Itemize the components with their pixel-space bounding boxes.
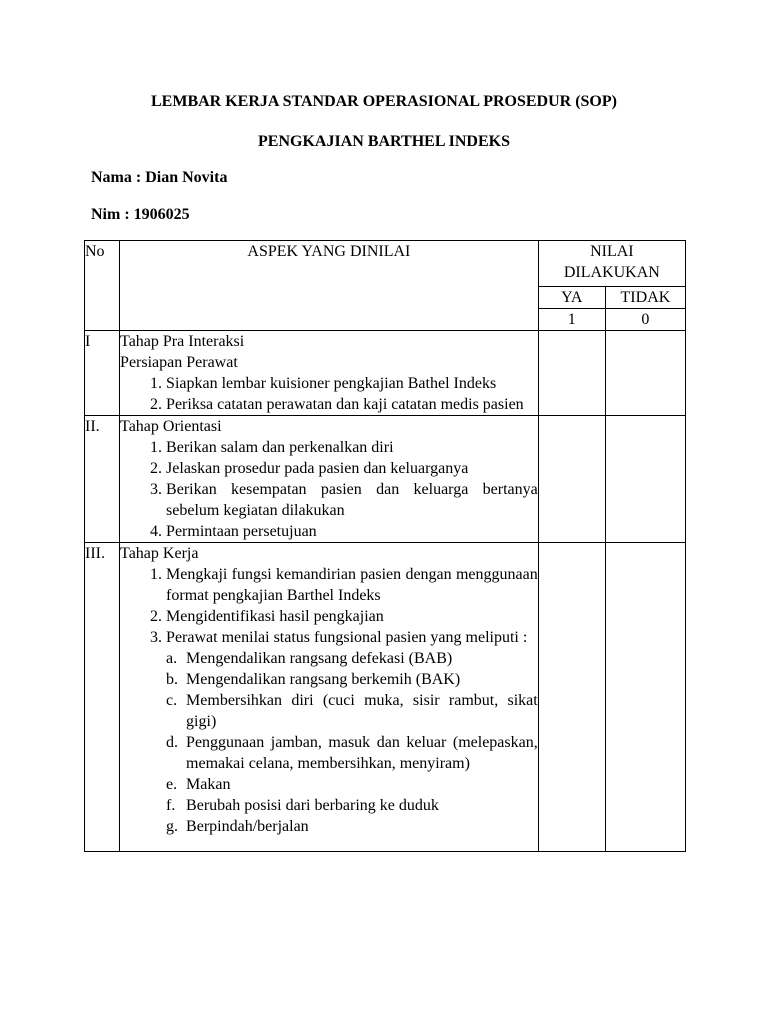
sub-item-letter: g. bbox=[166, 818, 179, 835]
sop-table bbox=[84, 240, 686, 852]
item-number: 2. bbox=[150, 608, 163, 625]
item-number: 1. bbox=[150, 566, 163, 583]
item-text: Mengidentifikasi hasil pengkajian bbox=[166, 608, 384, 625]
col-no-header: No bbox=[85, 241, 120, 331]
sub-item bbox=[166, 774, 538, 795]
section-number: I bbox=[85, 331, 120, 416]
item-number: 2. bbox=[150, 396, 163, 413]
ya-cell[interactable] bbox=[538, 543, 605, 852]
item-number: 3. bbox=[150, 481, 163, 498]
list-item bbox=[120, 373, 538, 394]
document-subtitle: PENGKAJIAN BARTHEL INDEKS bbox=[258, 133, 510, 150]
document-title: LEMBAR KERJA STANDAR OPERASIONAL PROSEDUR (SOP) bbox=[151, 93, 617, 110]
sub-item-text: Mengendalikan rangsang berkemih (BAK) bbox=[186, 671, 461, 688]
sub-item-text: Membersihkan diri (cuci muka, sisir rambut, sikat gigi) bbox=[186, 692, 538, 730]
sub-item-letter: b. bbox=[166, 671, 179, 688]
sub-item bbox=[166, 732, 538, 774]
list-item bbox=[120, 627, 538, 648]
list-item bbox=[120, 458, 538, 479]
sub-item-text: Mengendalikan rangsang defekasi (BAB) bbox=[186, 650, 453, 667]
list-item bbox=[120, 564, 538, 606]
section-subtitle: Persiapan Perawat bbox=[120, 354, 238, 371]
tidak-cell[interactable] bbox=[605, 331, 685, 416]
dilakukan-label: DILAKUKAN bbox=[563, 264, 660, 281]
sub-item bbox=[166, 816, 538, 837]
student-nim: Nim : 1906025 bbox=[91, 206, 190, 223]
sub-item-text: Berpindah/berjalan bbox=[186, 818, 309, 835]
ya-cell[interactable] bbox=[538, 331, 605, 416]
item-text: Jelaskan prosedur pada pasien dan keluarganya bbox=[166, 460, 469, 477]
col-nilai-header bbox=[538, 241, 685, 287]
item-text: Mengkaji fungsi kemandirian pasien dengan menggunaan format pengkajian Barthel Indeks bbox=[166, 566, 538, 604]
sub-item-letter: f. bbox=[166, 797, 176, 814]
student-name: Nama : Dian Novita bbox=[91, 169, 228, 186]
nilai-label: NILAI bbox=[590, 243, 634, 260]
sub-item-text: Makan bbox=[186, 776, 231, 793]
sub-item bbox=[166, 690, 538, 732]
sub-item-text: Berubah posisi dari berbaring ke duduk bbox=[186, 797, 439, 814]
score-tidak: 0 bbox=[605, 309, 685, 331]
col-aspek-header: ASPEK YANG DINILAI bbox=[120, 241, 539, 331]
item-text: Berikan salam dan perkenalkan diri bbox=[166, 439, 394, 456]
sub-item bbox=[166, 795, 538, 816]
list-item bbox=[120, 437, 538, 458]
col-ya-header: YA bbox=[538, 287, 605, 309]
list-item bbox=[120, 606, 538, 627]
header-row bbox=[85, 241, 686, 287]
sub-item-letter: c. bbox=[166, 692, 178, 709]
section-aspect bbox=[120, 543, 539, 852]
sub-item-letter: a. bbox=[166, 650, 178, 667]
section-title: Tahap Kerja bbox=[120, 545, 199, 562]
item-text: Perawat menilai status fungsional pasien yang meliputi : bbox=[166, 629, 528, 646]
table-row bbox=[85, 331, 686, 416]
tidak-cell[interactable] bbox=[605, 416, 685, 543]
col-tidak-header: TIDAK bbox=[605, 287, 685, 309]
list-item bbox=[120, 521, 538, 542]
score-ya: 1 bbox=[538, 309, 605, 331]
tidak-cell[interactable] bbox=[605, 543, 685, 852]
item-number: 3. bbox=[150, 629, 163, 646]
sub-item-letter: d. bbox=[166, 734, 179, 751]
item-text: Berikan kesempatan pasien dan keluarga bertanya sebelum kegiatan dilakukan bbox=[166, 481, 538, 519]
section-number: III. bbox=[85, 543, 120, 852]
section-number: II. bbox=[85, 416, 120, 543]
item-number: 1. bbox=[150, 439, 163, 456]
sub-item-letter: e. bbox=[166, 776, 178, 793]
list-item bbox=[120, 479, 538, 521]
section-title: Tahap Orientasi bbox=[120, 418, 222, 435]
table-row bbox=[85, 416, 686, 543]
section-aspect bbox=[120, 416, 539, 543]
sub-item bbox=[166, 669, 538, 690]
section-aspect bbox=[120, 331, 539, 416]
item-number: 4. bbox=[150, 523, 163, 540]
sub-item-text: Penggunaan jamban, masuk dan keluar (melepaskan, memakai celana, membersihkan, menyiram) bbox=[186, 734, 538, 772]
table-row bbox=[85, 543, 686, 852]
ya-cell[interactable] bbox=[538, 416, 605, 543]
section-title: Tahap Pra Interaksi bbox=[120, 333, 245, 350]
item-text: Siapkan lembar kuisioner pengkajian Bathel Indeks bbox=[166, 375, 497, 392]
sub-item bbox=[166, 648, 538, 669]
item-text: Periksa catatan perawatan dan kaji catatan medis pasien bbox=[166, 396, 524, 413]
item-number: 2. bbox=[150, 460, 163, 477]
list-item bbox=[120, 394, 538, 415]
item-text: Permintaan persetujuan bbox=[166, 523, 317, 540]
item-number: 1. bbox=[150, 375, 163, 392]
